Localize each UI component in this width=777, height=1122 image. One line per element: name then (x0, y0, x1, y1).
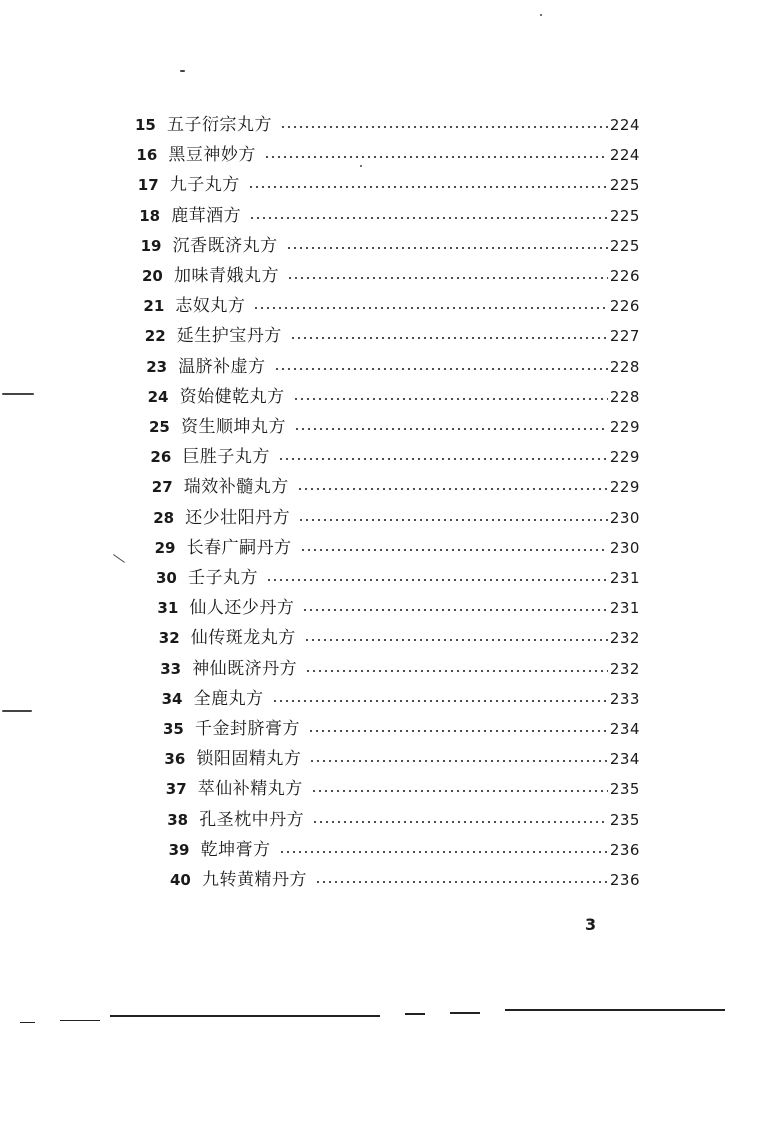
toc-entry (138, 170, 640, 200)
entry-number: 27 (151, 478, 173, 497)
dot-leader (298, 519, 608, 521)
margin-mark (540, 14, 542, 16)
entry-title: 千金封脐膏方 (195, 719, 300, 739)
entry-number: 28 (153, 508, 175, 527)
dot-leader (305, 670, 608, 672)
toc-entry (170, 865, 640, 895)
entry-title: 九转黄精丹方 (202, 870, 307, 890)
dot-leader (312, 821, 608, 823)
toc-entry (164, 744, 640, 774)
bottom-rule (110, 1015, 380, 1017)
dot-leader (311, 790, 608, 792)
toc-entry (156, 563, 640, 593)
entry-number: 35 (163, 720, 184, 738)
entry-page: 231 (609, 599, 640, 618)
entry-title: 还少壮阳丹方 (185, 507, 291, 528)
entry-number: 38 (167, 810, 189, 829)
entry-number: 18 (139, 206, 161, 225)
dot-leader (290, 337, 608, 339)
entry-page: 229 (609, 448, 640, 467)
dot-leader (286, 247, 608, 249)
entry-title: 温脐补虚方 (178, 356, 266, 377)
entry-number: 33 (160, 659, 182, 678)
entry-number: 23 (146, 357, 168, 376)
dot-leader (272, 700, 608, 702)
entry-page: 236 (609, 840, 640, 859)
entry-number: 34 (161, 689, 183, 708)
entry-page: 232 (609, 629, 640, 648)
entry-number: 24 (147, 387, 169, 406)
entry-page: 224 (609, 116, 640, 134)
page-number: 3 (585, 915, 597, 934)
entry-number: 32 (158, 629, 180, 648)
margin-mark (113, 554, 125, 563)
entry-title: 乾坤膏方 (200, 839, 271, 860)
entry-title: 资生顺坤丸方 (181, 417, 286, 437)
dot-leader (300, 549, 608, 551)
dot-leader (274, 368, 608, 370)
entry-title: 五子衍宗丸方 (167, 115, 272, 135)
dot-leader (315, 881, 608, 883)
dot-leader (253, 307, 607, 309)
bottom-rule (505, 1009, 725, 1011)
entry-number: 29 (154, 538, 176, 557)
toc-entry (152, 472, 640, 502)
toc-entry (153, 503, 640, 533)
entry-title: 志奴丸方 (175, 296, 246, 317)
entry-page: 236 (609, 871, 640, 889)
entry-page: 230 (609, 508, 640, 527)
entry-page: 232 (609, 659, 640, 678)
toc-entry (150, 442, 640, 472)
entry-title: 萃仙补精丸方 (197, 779, 303, 800)
entry-page: 228 (609, 387, 640, 406)
entry-number: 15 (135, 116, 156, 134)
entry-page: 225 (609, 206, 640, 225)
dot-leader (294, 428, 608, 430)
bottom-rule (405, 1013, 425, 1015)
entry-page: 235 (609, 780, 640, 799)
toc-entry (166, 774, 640, 804)
entry-page: 226 (609, 297, 640, 316)
entry-page: 234 (609, 750, 640, 769)
toc-entry (167, 805, 640, 835)
entry-title: 仙人还少丹方 (189, 598, 295, 619)
entry-page: 225 (609, 236, 640, 255)
entry-title: 长春广嗣丹方 (186, 537, 292, 558)
toc-entry (149, 412, 640, 442)
entry-title: 九子丸方 (169, 175, 240, 196)
entry-number: 20 (142, 267, 163, 285)
margin-mark (360, 165, 362, 167)
toc-entry (163, 714, 640, 744)
entry-title: 瑞效补髓丸方 (183, 477, 289, 498)
toc-entry (169, 835, 640, 865)
dot-leader (249, 217, 608, 219)
entry-title: 孔圣枕中丹方 (199, 809, 305, 830)
entry-title: 延生护宝丹方 (176, 326, 282, 347)
toc-entry (160, 654, 640, 684)
dot-leader (264, 156, 608, 158)
entry-title: 神仙既济丹方 (192, 658, 298, 679)
entry-title: 巨胜子丸方 (182, 447, 270, 468)
entry-page: 228 (609, 357, 640, 376)
toc-entry (145, 321, 640, 351)
toc-entry (143, 291, 640, 321)
bottom-rule (450, 1012, 480, 1014)
entry-number: 40 (170, 871, 191, 889)
toc-entry (141, 231, 640, 261)
entry-number: 39 (168, 840, 190, 859)
dot-leader (293, 398, 608, 400)
entry-page: 233 (609, 689, 640, 708)
entry-page: 235 (609, 810, 640, 829)
entry-number: 17 (137, 176, 159, 195)
dot-leader (266, 579, 608, 581)
bottom-rule (20, 1022, 35, 1023)
entry-page: 227 (609, 327, 640, 346)
dot-leader (278, 458, 608, 460)
dot-leader (279, 851, 608, 853)
entry-number: 31 (157, 599, 179, 618)
entry-page: 231 (609, 569, 640, 587)
dot-leader (302, 609, 607, 611)
toc-entry (139, 201, 640, 231)
entry-page: 224 (609, 146, 640, 165)
margin-mark (2, 393, 34, 395)
entry-title: 沉香既济丸方 (172, 235, 278, 256)
dot-leader (280, 126, 608, 128)
bottom-rule (60, 1020, 100, 1021)
entry-number: 37 (165, 780, 187, 799)
entry-title: 资始健乾丸方 (179, 386, 285, 407)
entry-number: 21 (143, 297, 165, 316)
entry-page: 229 (609, 418, 640, 436)
entry-title: 加味青娥丸方 (174, 266, 279, 286)
entry-title: 仙传斑龙丸方 (190, 628, 296, 649)
toc-entry (155, 533, 640, 563)
entry-number: 22 (144, 327, 166, 346)
toc-entry (162, 684, 640, 714)
dot-leader (304, 639, 608, 641)
toc-entry (148, 382, 640, 412)
entry-title: 锁阳固精丸方 (196, 749, 302, 770)
entry-number: 16 (136, 146, 158, 165)
toc-entry (136, 140, 640, 170)
entry-number: 36 (164, 750, 186, 769)
entry-title: 鹿茸酒方 (171, 205, 242, 226)
entry-number: 19 (140, 236, 162, 255)
dot-leader (297, 488, 608, 490)
entry-page: 229 (609, 478, 640, 497)
entry-page: 225 (609, 176, 640, 195)
dot-leader (308, 730, 608, 732)
margin-mark (180, 70, 185, 72)
toc-entry (159, 623, 640, 653)
entry-title: 黑豆神妙方 (168, 145, 256, 166)
entry-number: 25 (149, 418, 170, 436)
entry-page: 230 (609, 538, 640, 557)
margin-mark (2, 710, 32, 712)
entry-page: 226 (609, 267, 640, 285)
entry-number: 30 (156, 569, 177, 587)
dot-leader (287, 277, 608, 279)
toc-entry (142, 261, 640, 291)
entry-page: 234 (609, 720, 640, 738)
dot-leader (309, 760, 607, 762)
toc-entry (135, 110, 640, 140)
toc-entry (157, 593, 640, 623)
entry-title: 全鹿丸方 (193, 688, 264, 709)
entry-title: 壬子丸方 (188, 568, 258, 588)
entry-number: 26 (150, 448, 172, 467)
toc-entry (146, 352, 640, 382)
dot-leader (248, 186, 608, 188)
